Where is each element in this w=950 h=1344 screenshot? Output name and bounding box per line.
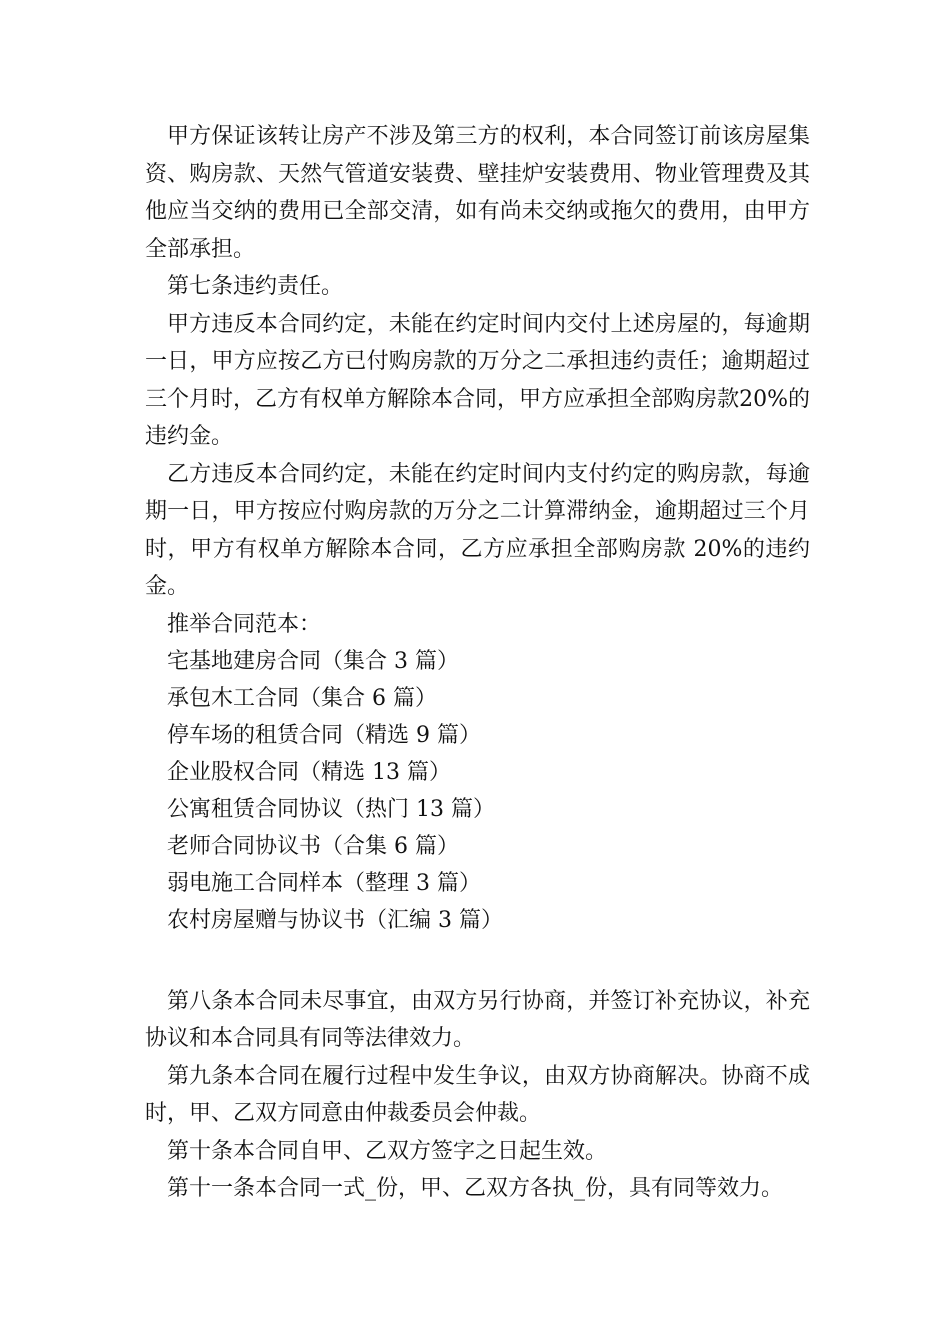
recommend-list: [145, 643, 810, 939]
paragraph-party-b-breach: 乙方违反本合同约定，未能在约定时间内支付约定的购房款，每逾期一日，甲方按应付购房款的万分之二计算滞纳金，逾期超过三个月时，甲方有权单方解除本合同，乙方应承担全部购房款 20%的违约金。: [145, 461, 810, 599]
paragraph-party-a-breach: 甲方违反本合同约定，未能在约定时间内交付上述房屋的，每逾期一日，甲方应按乙方已付购房款的万分之二承担违约责任；逾期超过三个月时，乙方有权单方解除本合同，甲方应承担全部购房款20%的违约金。: [145, 311, 810, 449]
recommend-link[interactable]: 停车场的租赁合同（精选 9 篇）: [167, 722, 481, 748]
recommend-link[interactable]: 弱电施工合同样本（整理 3 篇）: [167, 870, 481, 896]
article-11: 第十一条本合同一式_份，甲、乙双方各执_份，具有同等效力。: [167, 1176, 784, 1201]
article-10: 第十条本合同自甲、乙双方签字之日起生效。: [167, 1138, 608, 1164]
recommend-link[interactable]: 宅基地建房合同（集合 3 篇）: [167, 648, 459, 674]
recommend-link[interactable]: 承包木工合同（集合 6 篇）: [167, 685, 437, 711]
article-8: 第八条本合同未尽事宜，由双方另行协商，并签订补充协议，补充协议和本合同具有同等法律效力。: [145, 988, 810, 1051]
article-9: 第九条本合同在履行过程中发生争议，由双方协商解决。协商不成时，甲、乙双方同意由仲裁委员会仲裁。: [145, 1063, 810, 1126]
recommend-link[interactable]: 老师合同协议书（合集 6 篇）: [167, 833, 459, 859]
recommend-title: 推举合同范本：: [167, 611, 322, 637]
blank-line: [145, 939, 810, 983]
recommend-link[interactable]: 公寓租赁合同协议（热门 13 篇）: [167, 796, 495, 822]
paragraph-guarantee: 甲方保证该转让房产不涉及第三方的权利，本合同签订前该房屋集资、购房款、天然气管道安装费、壁挂炉安装费用、物业管理费及其他应当交纳的费用已全部交清，如有尚未交纳或拖欠的费用，由甲方全部承担。: [145, 124, 810, 262]
article-7-heading: 第七条违约责任。: [167, 274, 344, 299]
document-body: [145, 118, 810, 1208]
recommend-link[interactable]: 农村房屋赠与协议书（汇编 3 篇）: [167, 907, 503, 933]
recommend-link[interactable]: 企业股权合同（精选 13 篇）: [167, 759, 451, 785]
